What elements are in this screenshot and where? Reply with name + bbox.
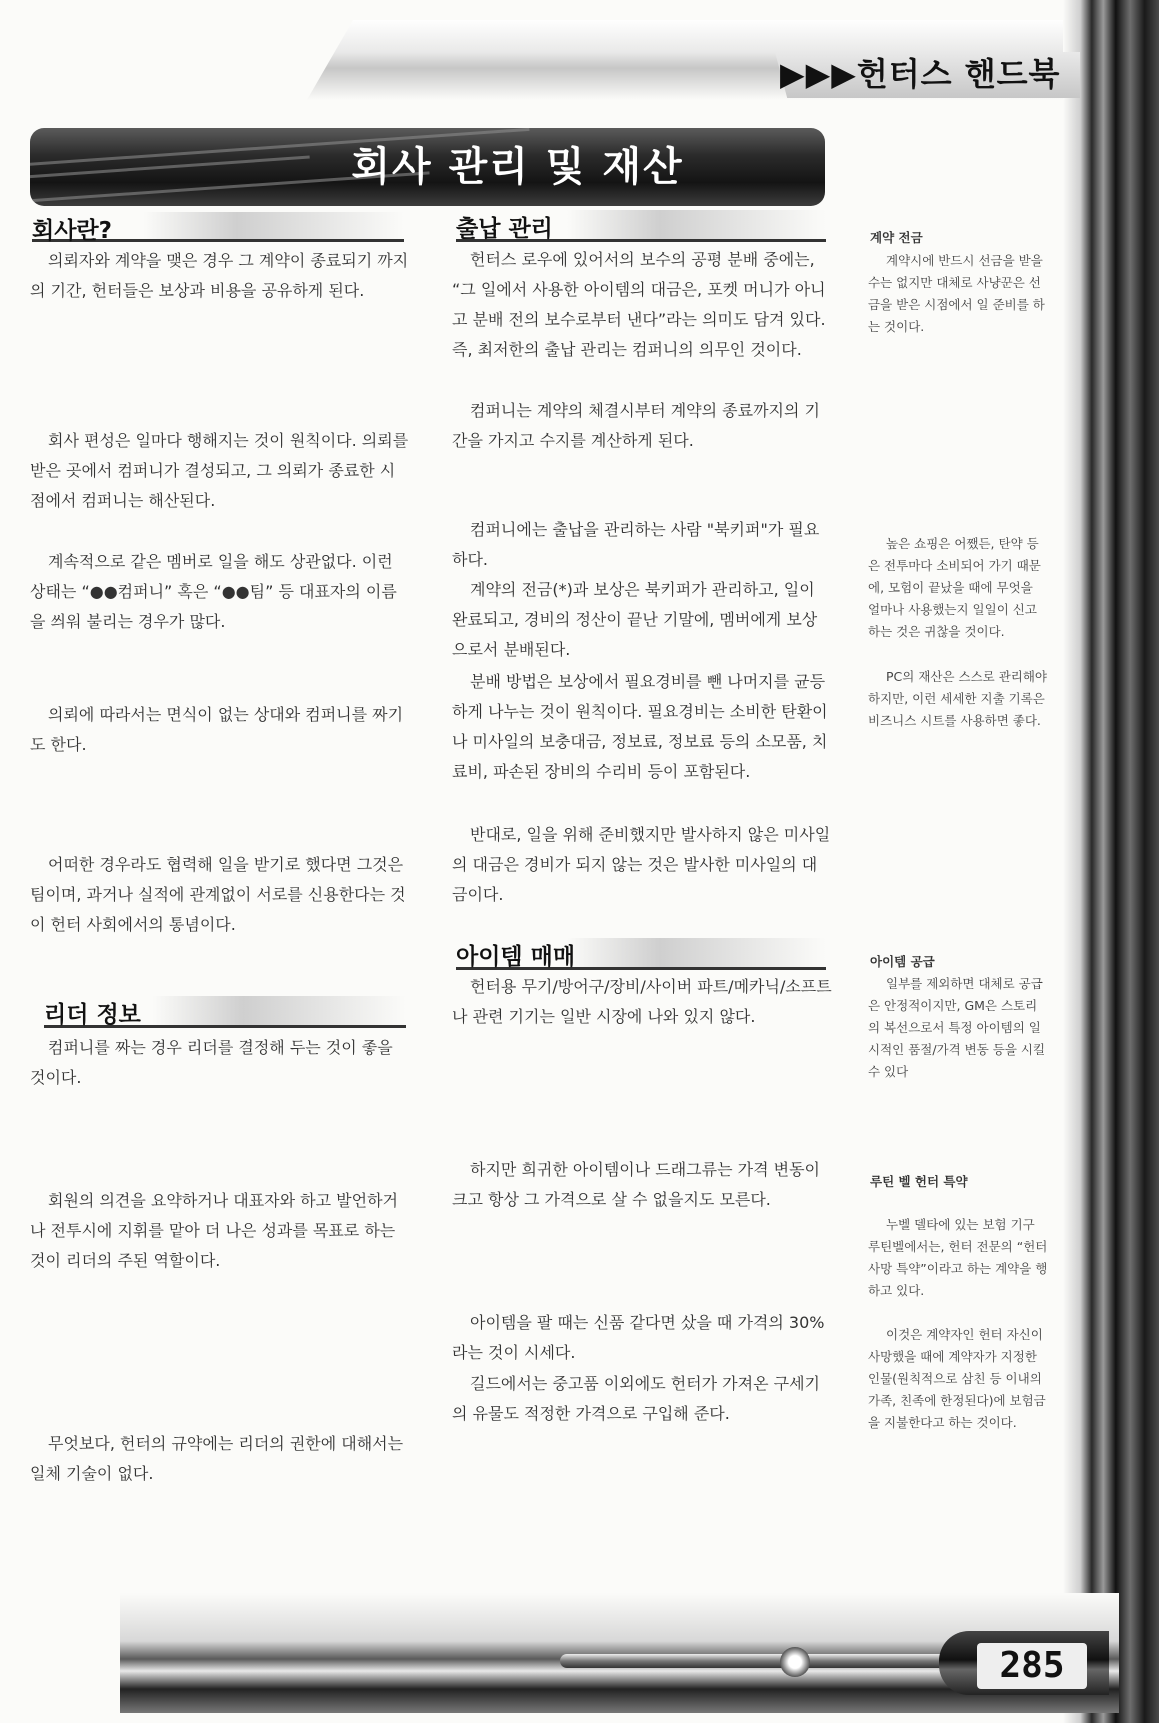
paragraph: 회원의 의견을 요약하거나 대표자와 하고 발언하거나 전투시에 지휘를 맡아 더 나은 성과를 목표로 하는 것이 리더의 주된 역할이다. <box>30 1191 399 1270</box>
section-heading-accounting: 출납 관리 <box>456 210 826 242</box>
sidenote-text: 이것은 계약자인 헌터 자신이 사망했을 때에 계약자가 지정한 인물(원칙적으로 삼친 등 이내의 가족, 친족에 한정된다)에 보험금을 지불한다고 하는 것이다. <box>868 1327 1046 1430</box>
paragraph: 반대로, 일을 위해 준비했지만 발사하지 않은 미사일의 대금은 경비가 되지 않는 것은 발사한 미사일의 대금이다. <box>452 825 831 904</box>
paragraph: 의뢰자와 계약을 맺은 경우 그 계약이 종료되기 까지의 기간, 헌터들은 보상과 비용을 공유하게 된다. <box>30 251 409 300</box>
paragraph: 길드에서는 중고품 이외에도 헌터가 가져온 구세기의 유물도 적정한 가격으로 구입해 준다. <box>452 1374 821 1423</box>
sidenote-text: 계약시에 반드시 선금을 받을 수는 없지만 대체로 사냥꾼은 선금을 받은 시점에서 일 준비를 하는 것이다. <box>868 253 1045 334</box>
paragraph: 컴퍼니는 계약의 체결시부터 계약의 종료까지의 기간을 가지고 수지를 계산하게 된다. <box>452 401 821 450</box>
paragraph: 컴퍼니에는 출납을 관리하는 사람 "북키퍼"가 필요하다. <box>452 520 820 569</box>
paragraph: 회사 편성은 일마다 행해지는 것이 원칙이다. 의뢰를 받은 곳에서 컴퍼니가 결성되고, 그 의뢰가 종료한 시점에서 컴퍼니는 해산된다. <box>30 431 409 510</box>
paragraph: 어떠한 경우라도 협력해 일을 받기로 했다면 그것은 팀이며, 과거나 실적에 관계없이 서로를 신용한다는 것이 헌터 사회에서의 통념이다. <box>30 855 406 934</box>
sidenote-text: 누벨 델타에 있는 보험 기구 루틴벨에서는, 헌터 전문의 “헌터 사망 특약”이라고 하는 계약을 행하고 있다. <box>868 1217 1048 1298</box>
book-title: ▶▶▶헌터스 핸드북 <box>780 55 1061 93</box>
paragraph: 하지만 희귀한 아이템이나 드래그류는 가격 변동이 크고 항상 그 가격으로 살 수 없을지도 모른다. <box>452 1160 821 1209</box>
section-heading-company: 회사란? <box>32 212 404 242</box>
section-heading-leader: 리더 정보 <box>44 996 406 1028</box>
paragraph: 계약의 전금(*)과 보상은 북키퍼가 관리하고, 일이 완료되고, 경비의 정산이 끝난 기말에, 멤버에게 보상으로서 분배된다. <box>452 580 818 659</box>
paragraph: 아이템을 팔 때는 신품 같다면 샀을 때 가격의 30%라는 것이 시세다. <box>452 1313 825 1362</box>
sidenote-text: 일부를 제외하면 대체로 공급은 안정적이지만, GM은 스토리의 복선으로서 특정 아이템의 일시적인 품절/가격 변동 등을 시킬 수 있다 <box>868 976 1046 1079</box>
chapter-title: 회사 관리 및 재산 <box>351 144 684 190</box>
page-number: 285 <box>977 1643 1087 1689</box>
sidenote-heading: 루틴 벨 헌터 특약 <box>870 1174 968 1189</box>
sidenote-text: 높은 쇼핑은 어쨌든, 탄약 등은 전투마다 소비되어 가기 때문에, 모험이 끝났을 때에 무엇을 얼마나 사용했는지 일일이 신고하는 것은 귀찮을 것이다. <box>868 536 1041 639</box>
paragraph: 컴퍼니를 짜는 경우 리더를 결정해 두는 것이 좋을 것이다. <box>30 1038 393 1087</box>
section-heading-item-trade: 아이템 매매 <box>456 938 826 970</box>
chapter-banner <box>30 128 825 206</box>
paragraph: 헌터스 로우에 있어서의 보수의 공평 분배 중에는, “그 일에서 사용한 아이템의 대금은, 포켓 머니가 아니고 분배 전의 보수로부터 낸다”라는 의미도 담겨 있다. 즉, 최저한의 출납 관리는 컴퍼니의 의무인 것이다. <box>452 250 826 359</box>
paragraph: 분배 방법은 보상에서 필요경비를 뺀 나머지를 균등하게 나누는 것이 원칙이다. 필요경비는 소비한 탄환이나 미사일의 보충대금, 정보료, 정보료 등의 소모품, 치료비, 파손된 장비의 수리비 등이 포함된다. <box>452 672 828 781</box>
frame-bottom-knob <box>780 1647 810 1677</box>
sidenote-text: PC의 재산은 스스로 관리해야 하지만, 이런 세세한 지출 기록은 비즈니스 시트를 사용하면 좋다. <box>868 669 1048 728</box>
frame-bottom-rail <box>560 1654 959 1668</box>
paragraph: 의뢰에 따라서는 면식이 없는 상대와 컴퍼니를 짜기도 한다. <box>30 705 404 754</box>
paragraph: 계속적으로 같은 멤버로 일을 해도 상관없다. 이런 상태는 “●●컴퍼니” 혹은 “●●팀” 등 대표자의 이름을 씌워 불리는 경우가 많다. <box>30 552 397 631</box>
frame-decoration-right <box>1063 0 1159 1723</box>
paragraph: 헌터용 무기/방어구/장비/사이버 파트/메카닉/소프트나 관련 기기는 일반 시장에 나와 있지 않다. <box>452 977 832 1026</box>
sidenote-heading: 계약 전금 <box>870 230 923 245</box>
paragraph: 무엇보다, 헌터의 규약에는 리더의 권한에 대해서는 일체 기술이 없다. <box>30 1434 404 1483</box>
sidenote-heading: 아이템 공급 <box>870 954 935 969</box>
